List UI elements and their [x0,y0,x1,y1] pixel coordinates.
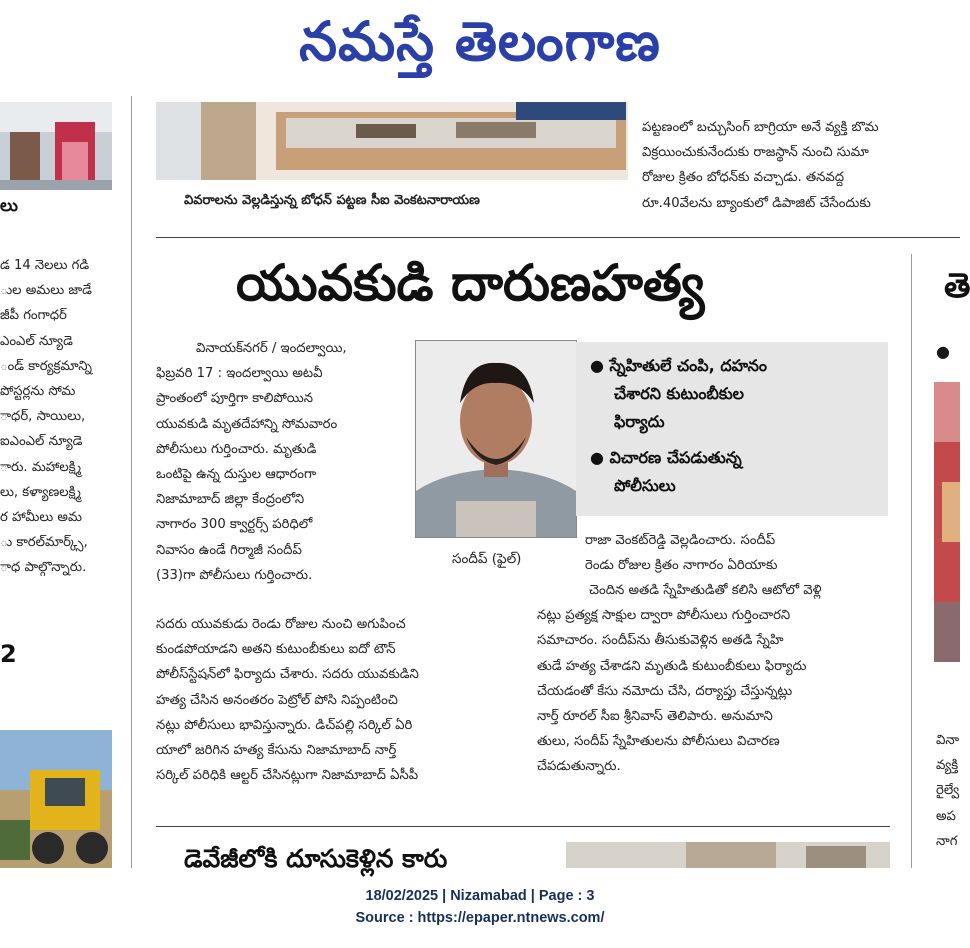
edition-info: 18/02/2025 | Nizamabad | Page : 3 [365,888,595,904]
text-line: ఒంటిపై ఉన్న దుస్తుల ఆధారంగా [156,467,317,483]
left-heading2-fragment: 2 [0,640,17,668]
text-line: పోలీసులు గుర్తించారు. మృతుడి [156,441,317,457]
text-line: నాగ [936,833,958,849]
text-line: నిజామాబాద్ జిల్లా కేంద్రంలోని [156,492,305,508]
text-line: రైల్వే [936,783,960,799]
top-story-caption: వివరాలను వెల్లడిస్తున్న బోధన్ పట్టణ సీఐ వెంకటనారాయణ [184,193,480,208]
text-line: సర్కిల్ పరిధికి ఆల్టర్ చేసినట్లుగా నిజామాబాద్ ఏసీపీ [156,768,419,784]
text-line: ఐఎంఎల్ న్యూడె [0,434,83,450]
text-line: రోజుల క్రితం బోధన్‌కు వచ్చాడు. తనవద్ద [642,170,845,186]
left-heading-fragment: లు [0,196,18,216]
highlight-bullet-2-line2: పోలీసులు [614,476,676,495]
main-story-column2-lower [537,578,891,780]
column-rule-left [131,96,132,868]
newspaper-page [0,96,970,873]
column-rule-right [911,254,912,868]
text-line: వినా [936,733,960,748]
left-bottom-photo [0,730,112,868]
bottom-headline: డెవేజీలోకి దూసుకెళ్లిన కారు [184,844,448,873]
highlight-bullet-1: ● స్నేహితులే చంపి, దహనం [590,356,767,375]
text-line: (33)గా పోలీసులు గుర్తించారు. [156,567,313,583]
highlight-bullet-1-line3: ఫిర్యాదు [614,412,665,431]
text-line: యాలో జరిగిన హత్య కేసును నిజామాబాద్ నార్త్ [156,743,397,759]
text-line: వ్యక్తి [936,758,959,774]
victim-photo-caption: సందీప్ (ఫైల్) [452,551,522,567]
right-edge-photo [934,382,960,662]
text-line: ర హామీలు అమ [0,510,82,526]
bottom-story-photo [566,842,890,868]
text-line: ాధర్, సాయిలు, [0,409,86,425]
text-line: సదరు యువకుడు రెండు రోజుల నుంచి అగుపించ [156,617,406,632]
right-bullet-dot: ● [936,342,950,361]
text-line: ఫిబ్రవరి 17 : ఇందల్వాయి అటవీ [156,366,323,382]
text-line: చేపడుతున్నారు. [537,759,621,775]
highlight-text: స్నేహితులే చంపి, దహనం [609,356,767,375]
text-line: ారు. మహాలక్ష్మి [0,459,82,475]
page-footer [0,868,960,948]
left-top-photo [0,102,112,190]
main-story-column1-bottom [156,612,514,788]
top-story-photo [156,102,628,180]
left-column-text [0,253,112,581]
text-line: రాజా వెంకట్‌రెడ్డి వెల్లడించారు. సందీప్ [585,533,776,548]
right-column-text [936,728,960,854]
text-line: అప [936,808,956,824]
text-line: రూ.40వేలను బ్యాంకులో డిపాజిట్ చేసేందుకు [642,195,871,211]
main-headline: యువకుడి దారుణహత్య [236,254,705,312]
text-line: లు, కళ్యాణలక్ష్మి [0,484,82,500]
text-line: హత్య చేసిన అనంతరం పెట్రోల్ పోసి నిప్పంటించి [156,692,398,708]
section-divider-bottom [156,826,890,827]
masthead [0,0,960,96]
text-line: నార్త్ రూరల్ సీఐ శ్రీనివాస్ తెలిపారు. అనుమాని [537,709,773,725]
text-line: కుండపోయాడని అతని కుటుంబీకులు ఐదో టౌన్ [156,642,396,658]
source-link[interactable]: Source : https://epaper.ntnews.com/ [355,910,605,926]
text-line: నట్లు ప్రత్యక్ష సాక్షుల ద్వారా పోలీసులు గుర్తించారని [537,608,791,624]
highlight-text: విచారణ చేపడుతున్న [609,448,742,467]
highlight-bullet-2: ● విచారణ చేపడుతున్న [590,448,742,467]
text-line: జీపీ గంగాధర్ [0,308,67,324]
text-line: డ 14 నెలలు గడి [0,258,90,273]
main-story-column1 [156,336,408,588]
text-line: ఎంఎల్ న్యూడె [0,333,73,349]
top-story-text [642,115,960,216]
section-divider-top [156,237,960,238]
story-highlights [576,342,888,516]
newspaper-logo: నమస్తే తెలంగాణ [299,9,661,73]
text-line: రెండు రోజుల క్రితం నాగారం ఏరియాకు [585,558,778,574]
text-line: ాధ పాల్గొన్నారు. [0,560,87,576]
text-line: నాగారం 300 క్వార్టర్స్ పరిధిలో [156,517,313,533]
text-line: చేయడంతో కేసు నమోదు చేసి, దర్యాప్తు చేస్తున్నట్లు [537,683,793,699]
text-line: ు కారల్‌మార్క్స్, [0,535,88,551]
text-line: నివాసం ఉండే గిర్మాజీ సందీప్ [156,542,302,558]
text-line: తులు, సందీప్ స్నేహితులను పోలీసులు విచారణ [537,734,780,750]
text-line: పోలీస్‌స్టేషన్‌లో ఫిర్యాదు చేశారు. సదరు యువకుడిని [156,667,419,683]
text-line: చెందిన అతడి స్నేహితుడితో కలిసి ఆటోలో వెళ్లి [589,583,822,598]
text-line: విక్రయించుకునేందుకు రాజస్థాన్ నుంచి సుమా [642,145,869,161]
text-line: సమాచారం. సందీప్‌ను తీసుకువెళ్లిన అతడి స్నేహి [537,633,784,649]
text-line: పోస్టర్లను సోమ [0,384,76,400]
text-line: ుల అమలు జాడే [0,283,92,299]
victim-photo [415,340,577,538]
right-heading-fragment: తె [944,266,970,306]
text-line: తుడే హత్య చేశాడని మృతుడి కుటుంబీకులు ఫిర్యాదు [537,658,807,674]
main-story-column2 [585,528,891,578]
highlight-bullet-1-line2: చేశారని కుటుంబీకుల [614,384,745,403]
text-line: నట్లు పోలీసులు భావిస్తున్నారు. డిచ్‌పల్లి సర్కిల్ ఏరి [156,717,413,733]
text-line: పట్టణంలో బచ్చుసింగ్ బాగ్రియా అనే వ్యక్తి బొమ [642,120,879,135]
text-line: ండ్ కార్యక్రమాన్ని [0,358,92,374]
text-line: ప్రాంతంలో పూర్తిగా కాలిపోయిన [156,391,314,407]
text-line: యువకుడి మృతదేహాన్ని సోమవారం [156,416,338,432]
text-line: వినాయక్‌నగర్ / ఇందల్వాయి, [196,341,347,356]
